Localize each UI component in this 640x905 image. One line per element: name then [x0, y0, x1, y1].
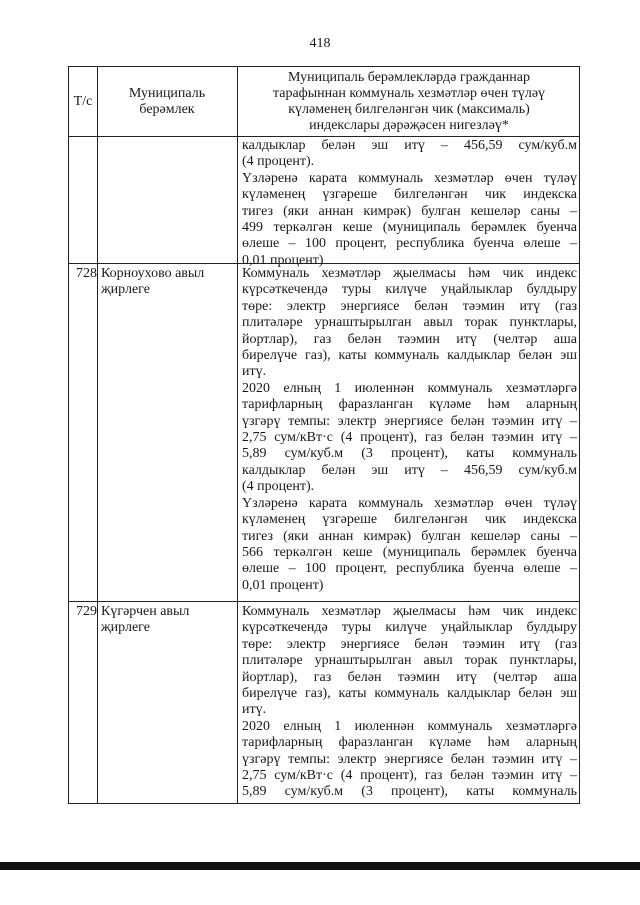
- text-line: тарифларның фаразланган күләме һәм аларның: [242, 735, 577, 751]
- text-line: бирелүче газ), каты коммуналь калдыклар белән эш: [242, 348, 577, 364]
- row-municipality-name: [101, 266, 237, 299]
- name-line: Күгәрчен авыл: [101, 604, 190, 619]
- text-line: Үзләренә карата коммуналь хезмәтләр өчен түләү: [242, 495, 577, 511]
- text-line: күрсәткечендә туры килүче уңайлыклар булдыру: [242, 620, 577, 636]
- indices-table: [68, 66, 580, 804]
- text-line: 0,01 процент): [242, 252, 324, 268]
- row-justification-text: [242, 604, 577, 801]
- text-line: плитәләре урнаштырылган авыл торак пунктлары,: [242, 653, 577, 669]
- text-line: өлеше – 100 процент, республика буенча өлеше –: [242, 236, 577, 252]
- text-line: 499 теркәлгән кеше (муниципаль берәмлек буенча: [242, 220, 577, 236]
- text-line: итү.: [242, 364, 267, 380]
- text-line: күләменең үзгәреше билгеләнгән чик индекска: [242, 187, 577, 203]
- row-divider: [69, 601, 579, 602]
- text-line: Коммуналь хезмәтләр җыелмасы һәм чик индекс: [242, 266, 577, 281]
- text-line: тигез (яки аннан кимрәк) булган кешеләр саны –: [242, 203, 577, 219]
- text-line: Коммуналь хезмәтләр җыелмасы һәм чик индекс: [242, 604, 577, 619]
- text-line: бирелүче газ), каты коммуналь калдыклар белән эш: [242, 686, 577, 702]
- text-line: итү.: [242, 702, 267, 718]
- name-line: җирлеге: [101, 282, 150, 298]
- name-line: Корноухово авыл: [101, 266, 205, 281]
- row-justification-text: [242, 266, 577, 594]
- text-line: плитәләре урнаштырылган авыл торак пунктлары,: [242, 315, 577, 331]
- text-line: калдыклар белән эш итү – 456,59 сум/куб.м: [242, 138, 577, 153]
- header-col-justification: [237, 67, 581, 136]
- header-col-number-label: Т/с: [73, 93, 93, 109]
- scan-edge-band: [0, 862, 640, 870]
- name-line: җирлеге: [101, 620, 150, 636]
- row-justification-text: [242, 138, 577, 269]
- text-line: төре: электр энергиясе белән тәэмин итү (газ: [242, 298, 577, 314]
- header-divider: [69, 136, 579, 137]
- text-line: 2020 елның 1 июленнән коммуналь хезмәтләргә: [242, 380, 577, 396]
- text-line: 2,75 сум/кВт·с (4 процент), газ белән тәэмин итү –: [242, 768, 577, 784]
- text-line: 5,89 сум/куб.м (3 процент), каты коммуналь: [242, 446, 577, 462]
- row-number: 728: [76, 266, 97, 281]
- text-line: 2,75 сум/кВт·с (4 процент), газ белән тәэмин итү –: [242, 430, 577, 446]
- header-line: Муниципаль: [128, 85, 206, 101]
- text-line: (4 процент).: [242, 479, 315, 495]
- text-line: 5,89 сум/куб.м (3 процент), каты коммуналь: [242, 784, 577, 800]
- text-line: калдыклар белән эш итү – 456,59 сум/куб.м: [242, 462, 577, 478]
- row-number: 729: [76, 604, 97, 619]
- text-line: Үзләренә карата коммуналь хезмәтләр өчен түләү: [242, 170, 577, 186]
- header-col-justification-label: [273, 70, 545, 134]
- header-line: берәмлек: [139, 101, 195, 117]
- text-line: (4 процент).: [242, 154, 315, 170]
- text-line: үзгәрү темпы: электр энергиясе белән тәэмин итү –: [242, 413, 577, 429]
- header-line: индекслары дәрәҗәсен нигезләү*: [309, 117, 509, 133]
- column-divider: [237, 67, 238, 803]
- text-line: 2020 елның 1 июленнән коммуналь хезмәтләргә: [242, 718, 577, 734]
- column-divider: [97, 67, 98, 803]
- text-line: күләменең үзгәреше билгеләнгән чик индекска: [242, 512, 577, 528]
- page-number: 418: [309, 36, 331, 51]
- header-col-municipality-label: [129, 86, 205, 118]
- header-line: Муниципаль берәмлекләрдә гражданнар: [287, 69, 530, 85]
- header-line: күләменең билгеләнгән чик (максималь): [288, 101, 530, 117]
- text-line: тарифларның фаразланган күләме һәм аларның: [242, 397, 577, 413]
- text-line: күрсәткечендә туры килүче уңайлыклар булдыру: [242, 282, 577, 298]
- row-municipality-name: [101, 604, 237, 637]
- text-line: 0,01 процент): [242, 577, 324, 593]
- header-line: тарафыннан коммуналь хезмәтләр өчен түләү: [272, 85, 546, 101]
- text-line: үзгәрү темпы: электр энергиясе белән тәэмин итү –: [242, 751, 577, 767]
- header-col-municipality: [97, 67, 237, 136]
- text-line: йортлар), газ белән тәэмин итү (челтәр аша: [242, 669, 577, 685]
- header-col-number: [69, 67, 97, 136]
- text-line: өлеше – 100 процент, республика буенча өлеше –: [242, 561, 577, 577]
- text-line: тигез (яки аннан кимрәк) булган кешеләр саны –: [242, 528, 577, 544]
- text-line: 566 теркәлгән кеше (муниципаль берәмлек буенча: [242, 544, 577, 560]
- text-line: төре: электр энергиясе белән тәэмин итү (газ: [242, 636, 577, 652]
- text-line: йортлар), газ белән тәэмин итү (челтәр аша: [242, 331, 577, 347]
